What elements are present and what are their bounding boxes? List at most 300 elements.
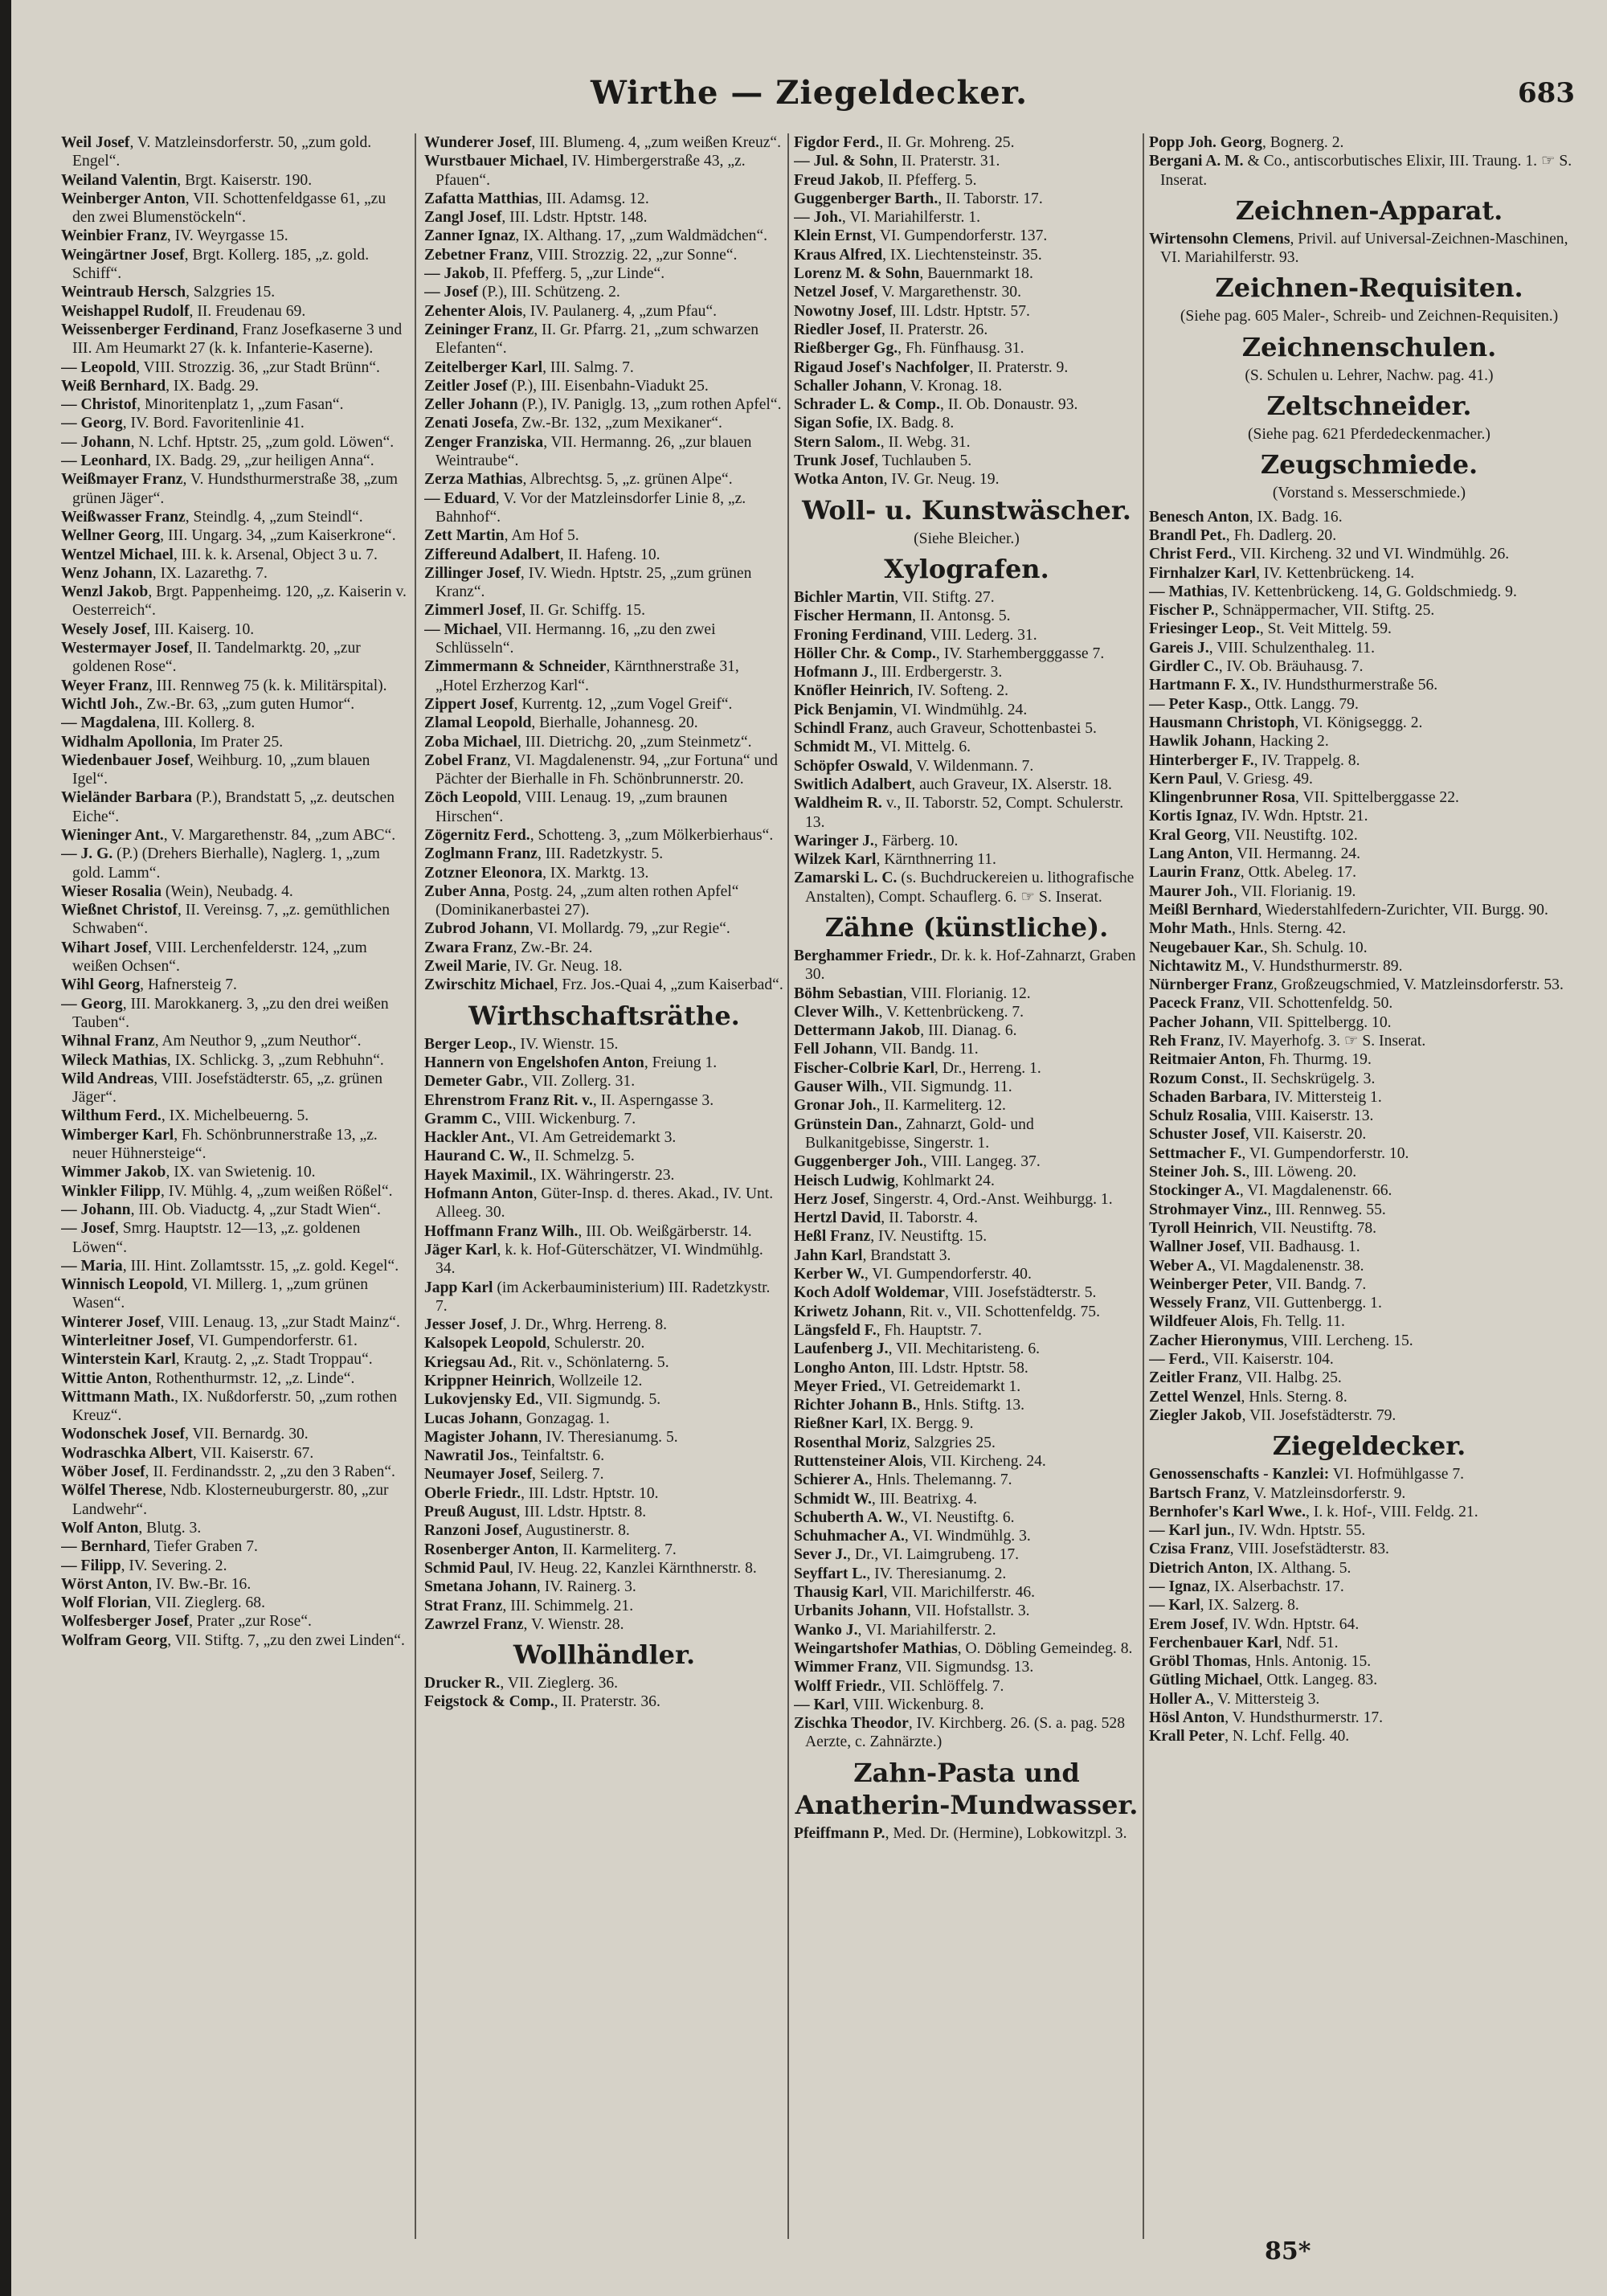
entry-address: , IV. Softeng. 2.: [909, 682, 1009, 700]
entry-address: , V. Mittersteig 3.: [1209, 1690, 1320, 1708]
entry-address: , Fh. Tellg. 11.: [1253, 1313, 1345, 1331]
directory-entry: [1149, 1388, 1589, 1406]
entry-name: Wellner Georg: [61, 527, 161, 545]
entry-name: Guggenberger Joh.: [794, 1153, 923, 1171]
entry-address: , V. Margarethenstr. 30.: [873, 284, 1021, 301]
directory-entry: [794, 1021, 1139, 1040]
entry-address: , VI. Mariahilferstr. 1.: [841, 209, 981, 227]
directory-entry: [61, 190, 408, 227]
directory-entry: [61, 1612, 408, 1631]
entry-name: Thausig Karl: [794, 1584, 884, 1602]
entry-name: Wurstbauer Michael: [424, 153, 564, 170]
entry-address: (s. Buchdruckereien u. lithografische Anstalten), Compt. Schauflerg. 6. ☞ S. Inserat.: [805, 870, 1135, 906]
entry-name: — Jakob: [424, 265, 485, 283]
entry-address: , VII. Hofstallstr. 3.: [907, 1602, 1030, 1620]
entry-name: Laufenberg J.: [794, 1340, 889, 1358]
entry-name: Zillinger Josef: [424, 564, 521, 582]
entry-address: , Fh. Fünfhausg. 31.: [898, 340, 1024, 358]
directory-entry: [1149, 1294, 1589, 1312]
directory-entry: [794, 264, 1139, 283]
directory-entry: [424, 133, 784, 152]
entry-name: Weintraub Hersch: [61, 284, 186, 301]
entry-address: , VI. Magdalenenstr. 66.: [1239, 1182, 1392, 1200]
entry-address: , V. Hundsthurmerstraße 38, „zum grünen Jäger“.: [72, 471, 399, 507]
entry-address: , Zahnarzt, Gold- und Bulkanitgebisse, Singerstr. 1.: [805, 1115, 1034, 1152]
directory-entry: [794, 1490, 1139, 1508]
entry-address: , VIII. Josefstädterstr. 83.: [1229, 1541, 1389, 1558]
entry-address: , III. Kaiserg. 10.: [146, 620, 255, 638]
entry-name: Magister Johann: [424, 1428, 538, 1446]
directory-entry: [61, 1332, 408, 1350]
entry-name: — Peter Kasp.: [1149, 695, 1248, 713]
entry-address: , VI. Magdalenenstr. 38.: [1212, 1257, 1364, 1275]
entry-address: , Färberg. 10.: [873, 832, 959, 849]
directory-entry: [424, 1166, 784, 1185]
entry-address: , IX. Alserbachstr. 17.: [1206, 1578, 1344, 1595]
entry-address: , St. Veit Mittelg. 59.: [1259, 620, 1392, 638]
entry-name: Pacher Johann: [1149, 1013, 1250, 1031]
section-heading: Zeichnen-Apparat.: [1235, 194, 1503, 226]
entry-address: , VI. Königseggg. 2.: [1294, 714, 1423, 731]
directory-entry: [1149, 1634, 1589, 1652]
directory-entry: [61, 452, 408, 470]
entry-address: , IV. Starhembergggasse 7.: [935, 645, 1105, 662]
entry-name: Wolff Friedr.: [794, 1677, 882, 1695]
directory-entry: [424, 470, 784, 489]
entry-address: , VII. Kaiserstr. 67.: [192, 1444, 314, 1462]
entry-address: , VII. Neustiftg. 78.: [1253, 1219, 1377, 1237]
directory-entry: [794, 321, 1139, 339]
entry-name: Wimberger Karl: [61, 1126, 174, 1144]
entry-name: Wolf Anton: [61, 1519, 139, 1537]
entry-address: , V. Hundsthurmerstr. 89.: [1244, 957, 1403, 975]
directory-entry: [794, 1227, 1139, 1246]
entry-address: , II. Hafeng. 10.: [559, 546, 660, 563]
entry-address: , V. Kronag. 18.: [902, 377, 1003, 395]
directory-entry: [424, 1465, 784, 1484]
directory-entry: [794, 701, 1139, 719]
signature-mark: 85*: [1265, 2237, 1311, 2265]
entry-address: , III. Radetzkystr. 5.: [537, 845, 664, 863]
section-heading: Zähne (künstliche).: [824, 911, 1109, 943]
directory-entry: [1149, 957, 1589, 976]
entry-address: , VII. Stiftg. 7, „zu den zwei Linden“.: [167, 1631, 405, 1649]
directory-entry: [1149, 1540, 1589, 1558]
directory-entry: [424, 1521, 784, 1540]
directory-entry: [794, 1377, 1139, 1396]
entry-name: Wieser Rosalia: [61, 882, 162, 900]
directory-entry: [424, 919, 784, 938]
entry-name: Strohmayer Vinz.: [1149, 1201, 1268, 1218]
entry-address: , VI. Neustiftg. 6.: [904, 1508, 1015, 1526]
entry-name: Zwara Franz: [424, 939, 513, 956]
entry-address: , Hnls. Stiftg. 13.: [916, 1397, 1025, 1414]
directory-entry: [424, 939, 784, 957]
entry-name: — Christof: [61, 396, 137, 414]
entry-name: Pick Benjamin: [794, 701, 893, 718]
entry-name: Wittie Anton: [61, 1369, 148, 1387]
entry-name: Bernhofer's Karl Wwe.: [1149, 1503, 1306, 1520]
entry-address: , Hnls. Sterng. 8.: [1241, 1388, 1347, 1406]
entry-address: , VI. Gumpendorferstr. 10.: [1241, 1144, 1409, 1162]
directory-entry: [61, 714, 408, 732]
section-heading: Zeltschneider.: [1266, 391, 1472, 422]
directory-entry: [61, 1631, 408, 1650]
directory-entry: [1149, 1163, 1589, 1181]
entry-name: Zafatta Matthias: [424, 190, 539, 207]
entry-address: , VIII. Lerchenfelderstr. 124, „zum weißen Ochsen“.: [72, 939, 367, 976]
entry-name: Schrader L. & Comp.: [794, 396, 940, 414]
directory-entry: [424, 152, 784, 190]
entry-address: , IV. Kirchberg. 26. (S. a. pag. 528 Aerzte, c. Zahnärzte.): [805, 1715, 1126, 1751]
entry-address: , IX. Marktg. 13.: [542, 864, 649, 882]
entry-address: , II. Karmeliterg. 7.: [554, 1541, 677, 1558]
entry-address: , Fh. Dadlerg. 20.: [1225, 526, 1337, 544]
entry-name: Steiner Joh. S.: [1149, 1164, 1246, 1181]
directory-entry: [1149, 230, 1589, 268]
entry-name: Zett Martin: [424, 527, 505, 545]
entry-name: Seyffart L.: [794, 1565, 867, 1582]
entry-name: Laurin Franz: [1149, 864, 1241, 882]
directory-entry: [794, 470, 1139, 489]
entry-name: Herz Josef: [794, 1190, 865, 1208]
entry-address: , Hacking 2.: [1251, 733, 1329, 751]
entry-address: , III. Ldstr. Hptstr. 57.: [892, 302, 1030, 320]
directory-entry: [424, 1035, 784, 1054]
entry-address: , Rothenthurmstr. 12, „z. Linde“.: [147, 1369, 355, 1387]
entry-name: Zeininger Franz: [424, 321, 534, 338]
directory-entry: [794, 626, 1139, 645]
entry-name: Weinberger Peter: [1149, 1275, 1269, 1293]
directory-entry: [1149, 695, 1589, 714]
directory-entry: [794, 1059, 1139, 1078]
entry-name: Wihart Josef: [61, 939, 148, 956]
directory-entry: [794, 133, 1139, 152]
entry-name: Widhalm Apollonia: [61, 733, 193, 751]
entry-address: , III. Ob. Weißgärberstr. 14.: [578, 1222, 752, 1240]
entry-address: (P.), III. Schützeng. 2.: [477, 284, 620, 301]
directory-entry: [1149, 620, 1589, 638]
entry-address: , Zw.-Br. 132, „zum Mexikaner“.: [513, 415, 722, 432]
entry-address: , Großzeugschmied, V. Matzleinsdorferstr. 53.: [1273, 976, 1564, 994]
entry-address: , II. Sechskrügelg. 3.: [1244, 1070, 1376, 1087]
entry-address: , V. Kettenbrückeng. 7.: [878, 1003, 1024, 1021]
entry-address: , VIII. Wickenburg. 8.: [844, 1696, 984, 1713]
entry-name: Schuberth A. W.: [794, 1508, 905, 1526]
section-heading: Wirthschaftsräthe.: [468, 1000, 740, 1031]
entry-name: — Ferd.: [1149, 1351, 1205, 1369]
directory-entry: [794, 246, 1139, 264]
entry-name: — Jul. & Sohn: [794, 153, 894, 170]
directory-entry: [424, 1110, 784, 1128]
entry-name: Zischka Theodor: [794, 1715, 909, 1733]
directory-entry: [794, 339, 1139, 358]
entry-name: Hösl Anton: [1149, 1709, 1225, 1727]
directory-entry: [1149, 1238, 1589, 1256]
entry-address: , IV. Wdn. Hptstr. 64.: [1224, 1615, 1360, 1633]
entry-address: , VII. Bandg. 11.: [873, 1041, 979, 1058]
entry-address: , Salzgries 25.: [906, 1434, 996, 1451]
directory-entry: [1149, 826, 1589, 845]
entry-name: Zehenter Alois: [424, 302, 523, 320]
directory-entry: [794, 757, 1139, 776]
entry-address: , Smrg. Hauptstr. 12—13, „z. goldenen Löwen“.: [72, 1220, 361, 1256]
entry-address: , VII. Kircheng. 24.: [922, 1453, 1046, 1470]
entry-address: , Weihburg. 10, „zum blauen Igel“.: [72, 751, 370, 788]
entry-name: Weiland Valentin: [61, 171, 178, 189]
directory-entry: [794, 283, 1139, 301]
directory-entry: [794, 1096, 1139, 1115]
directory-entry: [424, 620, 784, 658]
directory-entry: [61, 171, 408, 190]
entry-address: , III. Dietrichg. 20, „zum Steinmetz“.: [517, 733, 752, 751]
entry-name: — Karl jun.: [1149, 1522, 1231, 1540]
entry-address: , VI. Mollardg. 79, „zur Regie“.: [529, 920, 730, 938]
entry-address: , II. Ob. Donaustr. 93.: [939, 396, 1078, 414]
directory-entry: [424, 864, 784, 882]
entry-name: Trunk Josef: [794, 452, 875, 470]
entry-address: , II. Antonsg. 5.: [912, 608, 1011, 625]
directory-entry: [794, 1471, 1139, 1489]
directory-entry: [61, 639, 408, 677]
entry-name: — Josef: [61, 1220, 115, 1238]
directory-entry: [1149, 1125, 1589, 1144]
entry-name: Zawrzel Franz: [424, 1615, 524, 1633]
entry-address: , VI. Gumpendorferstr. 137.: [872, 227, 1048, 245]
entry-name: Zippert Josef: [424, 695, 514, 713]
entry-address: , VII. Kaiserstr. 20.: [1245, 1126, 1367, 1144]
directory-entry: [424, 1128, 784, 1147]
entry-name: Schmidt W.: [794, 1490, 872, 1508]
entry-name: Christ Ferd.: [1149, 546, 1233, 563]
entry-name: Oberle Friedr.: [424, 1484, 521, 1502]
directory-entry: [794, 663, 1139, 681]
entry-name: Nürnberger Franz: [1149, 976, 1274, 994]
entry-name: Zebetner Franz: [424, 246, 530, 264]
directory-entry: [794, 1396, 1139, 1414]
entry-address: , VII. Spittelbergg. 10.: [1249, 1013, 1392, 1031]
directory-entry: [794, 1545, 1139, 1564]
entry-address: (P.) (Drehers Bierhalle), Naglerg. 1, „zum gold. Lamm“.: [72, 845, 380, 882]
directory-entry: [61, 358, 408, 377]
entry-name: — Filipp: [61, 1557, 121, 1574]
directory-entry: [1149, 1690, 1589, 1709]
entry-name: Netzel Josef: [794, 284, 874, 301]
entry-name: Japp Karl: [424, 1279, 493, 1296]
entry-address: , Singerstr. 4, Ord.-Anst. Weihburgg. 1.: [865, 1190, 1113, 1208]
directory-entry: [424, 1692, 784, 1711]
directory-entry: [61, 788, 408, 826]
entry-address: , VI. Gumpendorferstr. 61.: [190, 1332, 358, 1349]
directory-entry: [1149, 1652, 1589, 1671]
directory-entry: [794, 794, 1139, 832]
directory-entry: [794, 588, 1139, 607]
entry-address: , VII. Sigmundg. 5.: [538, 1391, 661, 1409]
entry-address: , Fh. Thurmg. 19.: [1261, 1051, 1372, 1069]
entry-address: , IX. Bergg. 9.: [883, 1415, 974, 1433]
entry-address: , Kärnthnerstraße 31, „Hotel Erzherzog Karl“.: [435, 658, 739, 694]
entry-address: , VI. Am Getreidemarkt 3.: [510, 1129, 677, 1147]
entry-address: , Augustinerstr. 8.: [518, 1522, 630, 1540]
directory-entry: [794, 869, 1139, 907]
directory-entry: [61, 546, 408, 564]
entry-name: Wießnet Christof: [61, 902, 178, 919]
entry-address: , IV. Mittersteig 1.: [1266, 1088, 1382, 1106]
entry-name: Maurer Joh.: [1149, 882, 1233, 900]
entry-address: , Fh. Schönbrunnerstraße 13, „z. neuer Hühnersteige“.: [72, 1126, 378, 1163]
directory-entry: [1149, 939, 1589, 957]
entry-address: , IX. Badg. 29.: [166, 377, 260, 395]
entry-name: Hartmann F. X.: [1149, 677, 1256, 694]
entry-name: Schmidt M.: [794, 739, 873, 756]
directory-entry: [794, 1359, 1139, 1377]
entry-name: Wihnal Franz: [61, 1033, 155, 1050]
entry-address: , Kurrentg. 12, „zum Vogel Greif“.: [513, 695, 733, 713]
directory-entry: [1149, 1503, 1589, 1521]
cross-reference-note: (S. Schulen u. Lehrer, Nachw. pag. 41.): [1245, 366, 1494, 384]
entry-name: Gronar Joh.: [794, 1097, 877, 1115]
entry-name: Wesely Josef: [61, 620, 147, 638]
entry-name: Jesser Josef: [424, 1316, 504, 1334]
directory-entry: [424, 1372, 784, 1390]
entry-name: Erem Josef: [1149, 1615, 1225, 1633]
entry-address: , IV. Gr. Neug. 19.: [883, 471, 1000, 489]
directory-entry: [424, 714, 784, 732]
entry-name: Wilthum Ferd.: [61, 1107, 162, 1125]
entry-name: Weber A.: [1149, 1257, 1212, 1275]
directory-entry: [1149, 714, 1589, 732]
directory-entry: [1149, 1709, 1589, 1727]
entry-address: , III. Blumeng. 4, „zum weißen Kreuz“.: [531, 134, 782, 151]
entry-name: Gramm C.: [424, 1110, 497, 1128]
directory-entry: [794, 1639, 1139, 1658]
directory-entry: [794, 1190, 1139, 1209]
entry-name: Fell Johann: [794, 1041, 873, 1058]
directory-entry: [1149, 152, 1589, 190]
entry-address: , VII. Hermanng. 24.: [1229, 845, 1361, 863]
entry-name: Holler A.: [1149, 1690, 1210, 1708]
column-3: [794, 133, 1139, 2247]
directory-entry: [424, 1334, 784, 1353]
entry-address: , Wollzeile 12.: [551, 1373, 643, 1389]
directory-entry: [794, 208, 1139, 227]
entry-name: Hertzl David: [794, 1209, 881, 1227]
entry-address: , IV. Bw.-Br. 16.: [148, 1575, 251, 1593]
entry-address: (P.), Brandstatt 5, „z. deutschen Eiche“.: [72, 789, 395, 825]
entry-name: Wodonschek Josef: [61, 1426, 186, 1443]
entry-address: , Im Prater 25.: [192, 733, 284, 751]
section-heading: Zeichnen-Requisiten.: [1215, 272, 1523, 304]
directory-entry: [1149, 1219, 1589, 1238]
directory-entry: [1149, 807, 1589, 825]
entry-name: Zobel Franz: [424, 751, 507, 769]
directory-entry: [61, 1257, 408, 1275]
directory-entry: [794, 1246, 1139, 1265]
directory-entry: [61, 1051, 408, 1070]
entry-name: Reitmaier Anton: [1149, 1051, 1261, 1069]
entry-name: Wentzel Michael: [61, 546, 174, 563]
entry-name: Zeitler Josef: [424, 377, 508, 395]
entry-name: Kraus Alfred: [794, 246, 883, 264]
directory-entry: [424, 564, 784, 602]
entry-address: , IX. Salzerg. 8.: [1200, 1597, 1299, 1615]
directory-entry: [424, 1390, 784, 1409]
entry-name: Ranzoni Josef: [424, 1522, 519, 1540]
directory-entry: [61, 1388, 408, 1426]
directory-entry: [1149, 1406, 1589, 1425]
entry-name: — Georg: [61, 995, 123, 1013]
directory-entry: [794, 395, 1139, 414]
entry-address: , Ndf. 51.: [1278, 1634, 1339, 1651]
entry-name: Rosenthal Moriz: [794, 1434, 906, 1451]
entry-name: Longho Anton: [794, 1359, 891, 1377]
section-heading: Zeugschmiede.: [1260, 449, 1478, 481]
directory-entry: [61, 901, 408, 939]
column-4: [1149, 133, 1589, 2247]
entry-address: , N. Lchf. Fellg. 40.: [1225, 1728, 1350, 1746]
entry-address: , Rit. v., VII. Schottenfeldg. 75.: [902, 1303, 1100, 1320]
directory-entry: [424, 845, 784, 863]
directory-entry: [794, 1714, 1139, 1752]
entry-name: Ziffereund Adalbert: [424, 546, 560, 563]
entry-name: Zögernitz Ferd.: [424, 826, 530, 844]
entry-name: Zöch Leopold: [424, 789, 517, 807]
entry-address: , VII. Sigmundsg. 13.: [898, 1659, 1034, 1676]
entry-name: Waringer J.: [794, 832, 874, 849]
entry-address: , VII. Bandg. 7.: [1268, 1275, 1367, 1293]
entry-name: Wild Andreas: [61, 1070, 154, 1087]
entry-address: , Am Neuthor 9, „zum Neuthor“.: [154, 1033, 362, 1050]
entry-name: Lukovjensky Ed.: [424, 1391, 539, 1409]
entry-name: — Eduard: [424, 489, 496, 507]
running-head: Wirthe — Ziegeldecker.: [590, 74, 1028, 112]
directory-entry: [1149, 1050, 1589, 1069]
directory-entry: [424, 601, 784, 620]
entry-name: — Leopold: [61, 358, 137, 376]
section-heading: Ziegeldecker.: [1272, 1430, 1466, 1462]
entry-name: — Joh.: [794, 209, 842, 227]
entry-address: , Ottk. Abeleg. 17.: [1240, 864, 1356, 882]
entry-name: Fischer-Colbrie Karl: [794, 1059, 935, 1077]
entry-name: Knöfler Heinrich: [794, 682, 910, 700]
directory-entry: [1149, 657, 1589, 676]
directory-entry: [794, 1283, 1139, 1302]
entry-name: Bichler Martin: [794, 588, 895, 606]
entry-name: Zangl Josef: [424, 209, 502, 227]
directory-entry: [1149, 133, 1589, 152]
directory-entry: [424, 1147, 784, 1165]
entry-name: Gütling Michael: [1149, 1672, 1259, 1689]
entry-name: Haurand C. W.: [424, 1148, 527, 1165]
directory-entry: [61, 1537, 408, 1556]
entry-name: Sigan Sofie: [794, 415, 869, 432]
entry-name: Gauser Wilh.: [794, 1078, 884, 1096]
directory-entry: [61, 845, 408, 882]
entry-name: Längsfeld F.: [794, 1321, 877, 1339]
entry-name: Guggenberger Barth.: [794, 190, 938, 207]
entry-name: Kern Paul: [1149, 770, 1219, 788]
entry-address: , Hafnersteig 7.: [140, 976, 237, 994]
entry-name: Benesch Anton: [1149, 508, 1249, 526]
directory-entry: [61, 302, 408, 321]
entry-address: , VII. Kaiserstr. 104.: [1204, 1351, 1334, 1369]
entry-name: Wileck Mathias: [61, 1051, 167, 1069]
directory-entry: [794, 1115, 1139, 1153]
entry-name: Zanner Ignaz: [424, 227, 516, 245]
entry-name: Wolf Florian: [61, 1594, 148, 1612]
entry-address: , VII. Halbg. 25.: [1238, 1369, 1342, 1387]
directory-entry: [794, 1078, 1139, 1096]
